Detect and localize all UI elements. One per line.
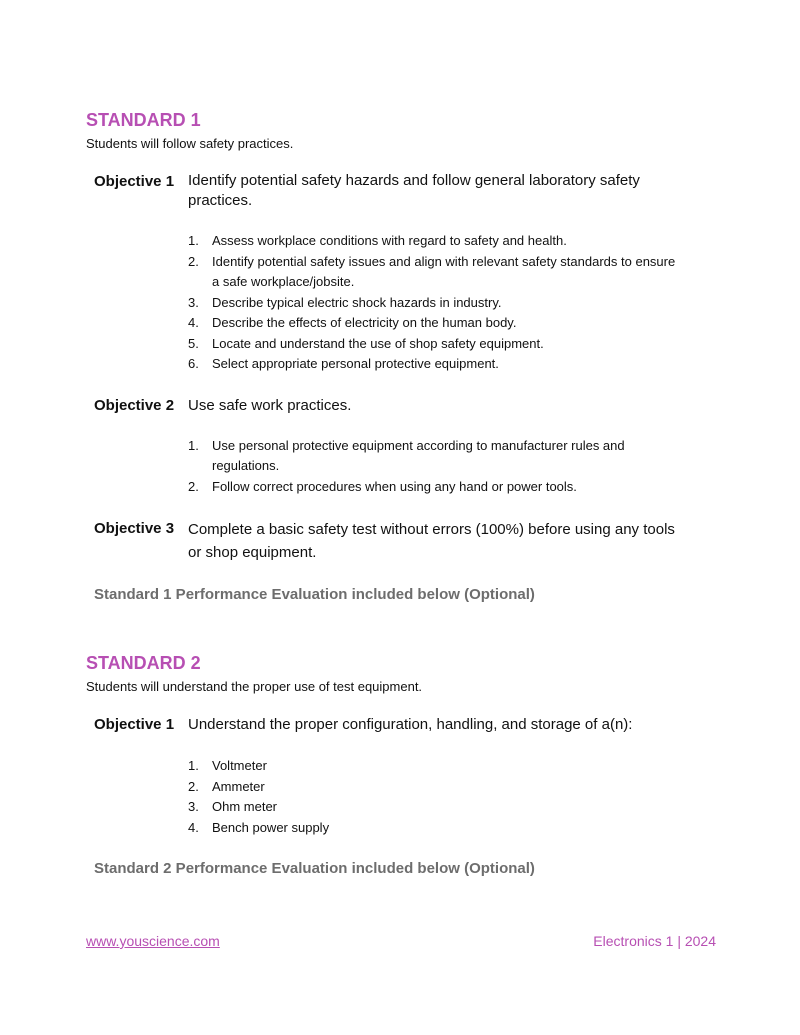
objective-list bbox=[188, 756, 678, 838]
standard-title: STANDARD 1 bbox=[86, 110, 201, 130]
list-item: 4. Bench power supply bbox=[188, 819, 330, 835]
list-item: 2. Ammeter bbox=[188, 778, 265, 794]
objective-1 bbox=[94, 171, 726, 375]
standard-2 bbox=[86, 652, 726, 880]
objective-text: Use safe work practices. bbox=[188, 396, 352, 414]
objective-text: Identify potential safety hazards and follow general laboratory safety practices. bbox=[188, 172, 640, 209]
objective-label: Objective 1 bbox=[94, 716, 175, 733]
performance-evaluation-note: Standard 1 Performance Evaluation included below (Optional) bbox=[94, 586, 535, 603]
list-item: 2. Identify potential safety issues and align with relevant safety standards to ensure a safe workplace/jobsite. bbox=[188, 253, 676, 289]
objective-1 bbox=[94, 714, 726, 838]
objective-list bbox=[188, 231, 678, 375]
objective-2 bbox=[94, 395, 726, 498]
objective-label: Objective 3 bbox=[94, 520, 175, 537]
list-item: 1. Voltmeter bbox=[188, 758, 267, 773]
list-item: 1. Use personal protective equipment according to manufacturer rules and regulations. bbox=[188, 437, 625, 473]
standard-description: Students will follow safety practices. bbox=[86, 136, 294, 151]
objective-label: Objective 2 bbox=[94, 396, 175, 414]
standard-title: STANDARD 2 bbox=[86, 653, 201, 673]
list-item: 5. Locate and understand the use of shop safety equipment. bbox=[188, 335, 544, 351]
list-item: 4. Describe the effects of electricity on the human body. bbox=[188, 315, 517, 330]
list-item: 3. Describe typical electric shock hazards in industry. bbox=[188, 294, 502, 310]
standard-description: Students will understand the proper use of test equipment. bbox=[86, 679, 423, 694]
objective-list bbox=[188, 436, 678, 498]
objective-text: Complete a basic safety test without errors (100%) before using any tools or shop equipment. bbox=[188, 521, 675, 561]
objective-text: Understand the proper configuration, handling, and storage of a(n): bbox=[188, 716, 633, 733]
standard-1 bbox=[86, 109, 726, 606]
list-item: 3. Ohm meter bbox=[188, 799, 278, 814]
list-item: 6. Select appropriate personal protective equipment. bbox=[188, 356, 499, 371]
objective-3 bbox=[94, 518, 726, 564]
performance-evaluation-note: Standard 2 Performance Evaluation included below (Optional) bbox=[94, 860, 535, 877]
footer-website-link[interactable]: www.youscience.com bbox=[86, 933, 220, 949]
list-item: 1. Assess workplace conditions with regard to safety and health. bbox=[188, 233, 567, 248]
objective-label: Objective 1 bbox=[94, 173, 175, 190]
list-item: 2. Follow correct procedures when using any hand or power tools. bbox=[188, 478, 577, 494]
footer-course-label: Electronics 1 | 2024 bbox=[593, 933, 716, 949]
